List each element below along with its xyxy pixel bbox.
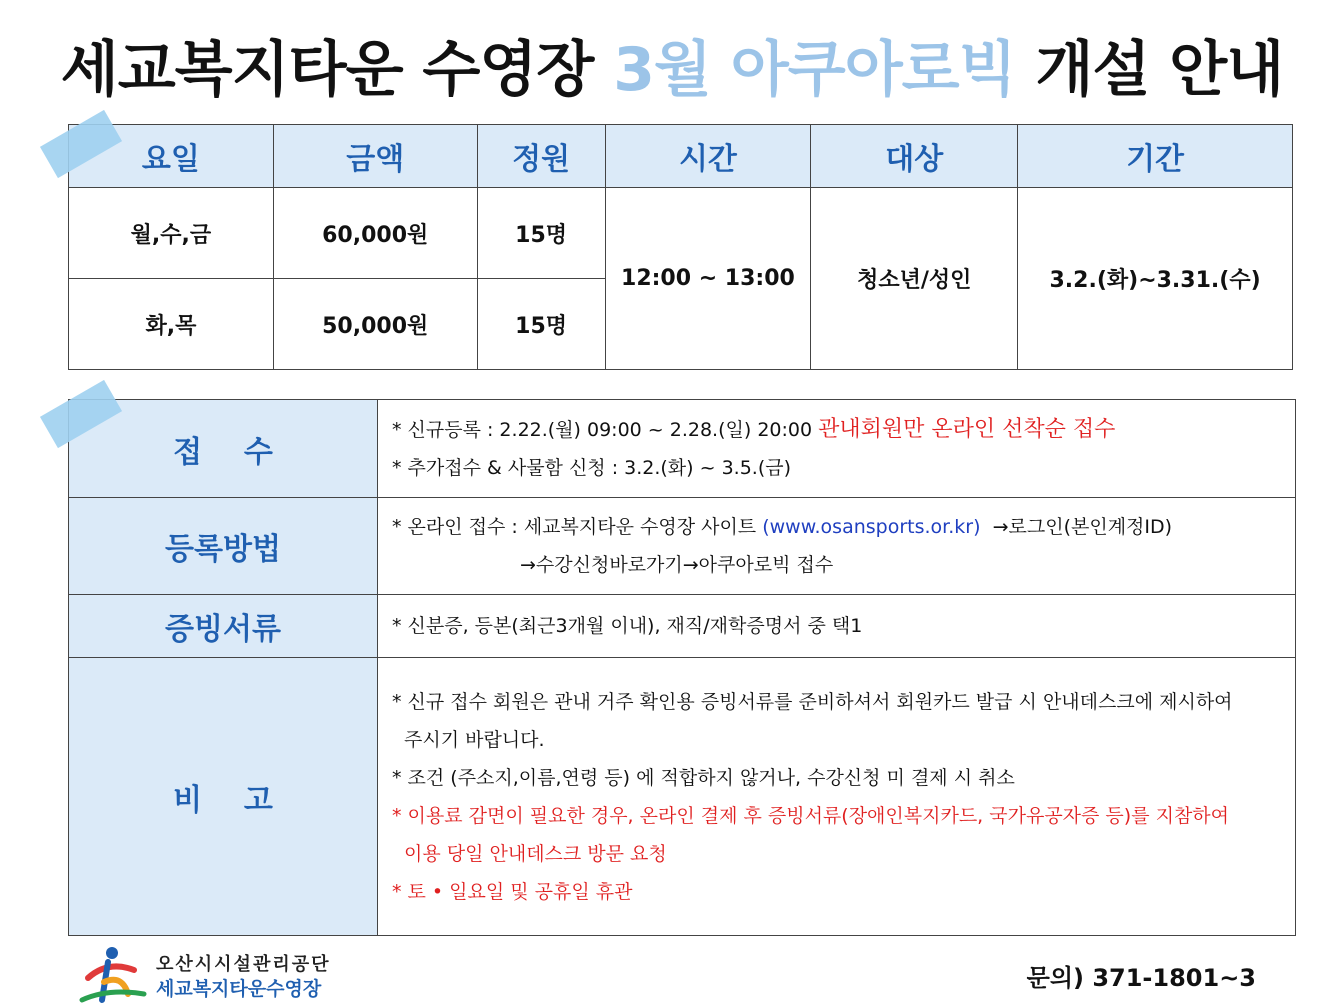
method-row — [69, 498, 1296, 595]
schedule-row — [69, 188, 1293, 279]
reception-line1: * 신규등록 : 2.22.(월) 09:00 ~ 2.28.(일) 20:00 — [392, 418, 813, 441]
notes-line4: * 이용료 감면이 필요한 경우, 온라인 결제 후 증빙서류(장애인복지카드, 국가유공자증 등)를 지참하여 — [392, 804, 1230, 827]
method-content — [378, 498, 1296, 595]
cell-price: 50,000원 — [273, 279, 477, 370]
schedule-table — [68, 124, 1293, 370]
documents-row — [69, 595, 1296, 658]
site-url-link[interactable]: (www.osansports.or.kr) — [762, 516, 981, 538]
reception-content — [378, 400, 1296, 498]
notes-line6: * 토 • 일요일 및 공휴일 휴관 — [392, 880, 633, 903]
info-table — [68, 399, 1296, 936]
cell-capacity: 15명 — [477, 188, 605, 279]
notes-row — [69, 658, 1296, 936]
org-name: 오산시시설관리공단 — [156, 954, 331, 975]
header-target: 대상 — [811, 125, 1018, 188]
reception-online-note: 관내회원만 온라인 선착순 접수 — [818, 416, 1116, 442]
documents-line1: * 신분증, 등본(최근3개월 이내), 재직/재학증명서 중 택1 — [392, 615, 863, 637]
cell-price: 60,000원 — [273, 188, 477, 279]
cell-time: 12:00 ~ 13:00 — [605, 188, 811, 370]
method-line2: →수강신청바로가기→아쿠아로빅 접수 — [520, 554, 834, 576]
reception-label: 접 수 — [69, 400, 378, 498]
notes-line2: 주시기 바랍니다. — [404, 728, 545, 751]
facility-name: 세교복지타운수영장 — [156, 978, 322, 1000]
cell-period: 3.2.(화)~3.31.(수) — [1018, 188, 1293, 370]
reception-row — [69, 400, 1296, 498]
title-part1: 세교복지타운 수영장 — [60, 35, 594, 105]
documents-content — [378, 595, 1296, 658]
header-price: 금액 — [273, 125, 477, 188]
cell-day: 월,수,금 — [69, 188, 274, 279]
notes-content — [378, 658, 1296, 936]
org-logo-icon — [78, 944, 148, 1004]
notes-label: 비 고 — [69, 658, 378, 936]
header-day: 요일 — [69, 125, 274, 188]
method-login-step: →로그인(본인계정ID) — [992, 516, 1173, 538]
documents-label: 증빙서류 — [69, 595, 378, 658]
title-part3: 개설 안내 — [1035, 35, 1284, 105]
notes-line5: 이용 당일 안내데스크 방문 요청 — [404, 842, 667, 865]
cell-day: 화,목 — [69, 279, 274, 370]
notes-line1: * 신규 접수 회원은 관내 거주 확인용 증빙서류를 준비하셔서 회원카드 발급 시 안내데스크에 제시하여 — [392, 690, 1233, 713]
reception-line2: * 추가접수 & 사물함 신청 : 3.2.(화) ~ 3.5.(금) — [392, 456, 792, 479]
contact-number: 문의) 371-1801~3 — [1026, 964, 1256, 992]
header-time: 시간 — [605, 125, 811, 188]
method-line1: * 온라인 접수 : 세교복지타운 수영장 사이트 — [392, 516, 757, 538]
header-period: 기간 — [1018, 125, 1293, 188]
header-capacity: 정원 — [477, 125, 605, 188]
method-label: 등록방법 — [69, 498, 378, 595]
schedule-header-row — [69, 125, 1293, 188]
title-highlight: 3월 아쿠아로빅 — [613, 35, 1016, 105]
cell-capacity: 15명 — [477, 279, 605, 370]
cell-target: 청소년/성인 — [811, 188, 1018, 370]
page-title — [0, 22, 1344, 108]
notes-line3: * 조건 (주소지,이름,연령 등) 에 적합하지 않거나, 수강신청 미 결제 시 취소 — [392, 766, 1015, 789]
